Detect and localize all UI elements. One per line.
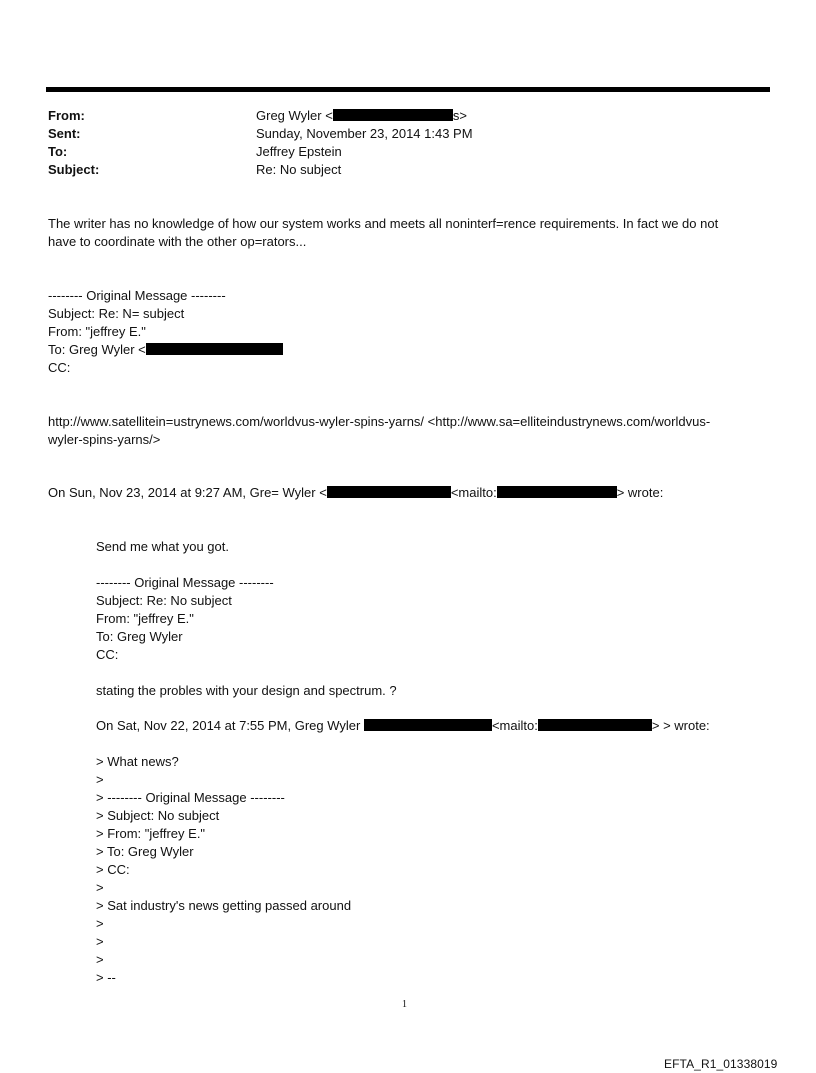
body-paragraph-line-2: have to coordinate with the other op=rators... [48, 234, 307, 249]
quoted-line: > From: "jeffrey E." [96, 826, 206, 841]
redaction-bar [538, 719, 652, 731]
original-message-header: -------- Original Message -------- [48, 288, 226, 303]
sent-label: Sent: [48, 126, 81, 141]
quoted-original-to: To: Greg Wyler [96, 629, 183, 644]
quoted-line: > CC: [96, 862, 130, 877]
redaction-bar [146, 343, 283, 355]
wrote-line-1-end: > wrote: [616, 485, 664, 500]
from-value [256, 107, 467, 125]
original-message-to [48, 341, 283, 359]
from-label: From: [48, 108, 85, 123]
quoted-original-cc: CC: [96, 647, 119, 662]
quoted-line: > Subject: No subject [96, 808, 220, 823]
quoted-line: > -------- Original Message -------- [96, 790, 285, 805]
from-value-end: s> [452, 108, 467, 123]
from-value-start: Greg Wyler < [256, 108, 333, 123]
to-value: Jeffrey Epstein [256, 144, 342, 159]
quoted-line: > To: Greg Wyler [96, 844, 194, 859]
quoted-line: > [96, 772, 104, 787]
redaction-bar [364, 719, 492, 731]
sent-value: Sunday, November 23, 2014 1:43 PM [256, 126, 473, 141]
body-paragraph-line-1: The writer has no knowledge of how our system works and meets all noninterf=rence requirements. In fact we do not [48, 216, 719, 231]
send-me-line: Send me what you got. [96, 539, 229, 554]
quoted-original-subject: Subject: Re: No subject [96, 593, 232, 608]
quoted-line: > [96, 934, 104, 949]
quoted-line: > Sat industry's news getting passed around [96, 898, 352, 913]
original-message-subject: Subject: Re: N= subject [48, 306, 185, 321]
redaction-bar [497, 486, 617, 498]
quoted-original-from: From: "jeffrey E." [96, 611, 194, 626]
to-label: To: [48, 144, 68, 159]
wrote-line-1-mailto: <mailto: [450, 485, 497, 500]
wrote-line-1 [48, 484, 663, 502]
page-number: 1 [402, 999, 407, 1010]
article-link-line-1[interactable]: http://www.satellitein=ustrynews.com/worldvus-wyler-spins-yarns/ <http://www.sa=elliteindustrynews.com/worldvus- [48, 414, 711, 429]
quoted-line: > What news? [96, 754, 179, 769]
subject-value: Re: No subject [256, 162, 342, 177]
wrote-line-2-start: On Sat, Nov 22, 2014 at 7:55 PM, Greg Wyler [96, 718, 361, 733]
quoted-line: > [96, 916, 104, 931]
article-link-line-2[interactable]: wyler-spins-yarns/> [48, 432, 161, 447]
wrote-line-2-end: > > wrote: [651, 718, 710, 733]
quoted-line: > [96, 952, 104, 967]
header-rule [46, 87, 770, 92]
stating-line: stating the probles with your design and spectrum. ? [96, 683, 397, 698]
subject-label: Subject: [48, 162, 100, 177]
original-message-from: From: "jeffrey E." [48, 324, 146, 339]
quoted-line: > [96, 880, 104, 895]
document-id: EFTA_R1_01338019 [664, 1057, 778, 1071]
wrote-line-1-start: On Sun, Nov 23, 2014 at 9:27 AM, Gre= Wyler < [48, 485, 327, 500]
original-message-to-text: To: Greg Wyler < [48, 342, 146, 357]
redaction-bar [333, 109, 453, 121]
original-message-cc: CC: [48, 360, 71, 375]
quoted-line: > -- [96, 970, 116, 985]
quoted-original-header: -------- Original Message -------- [96, 575, 274, 590]
wrote-line-2 [96, 717, 710, 735]
wrote-line-2-mailto: <mailto: [491, 718, 538, 733]
redaction-bar [327, 486, 451, 498]
